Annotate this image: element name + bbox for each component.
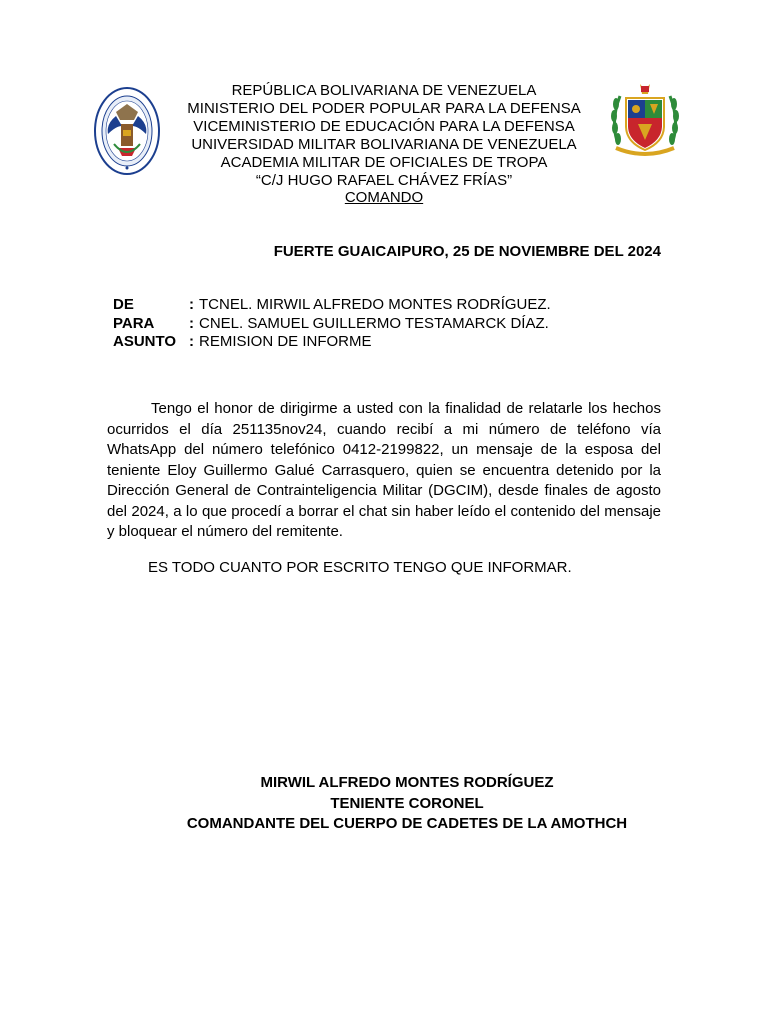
signer-name: MIRWIL ALFREDO MONTES RODRÍGUEZ xyxy=(260,774,554,791)
to-value: CNEL. SAMUEL GUILLERMO TESTAMARCK DÍAZ. xyxy=(199,314,549,332)
subject-label: ASUNTO xyxy=(113,333,177,350)
to-colon: : xyxy=(189,314,194,332)
header-viceministry: VICEMINISTERIO DE EDUCACIÓN PARA LA DEFENSA xyxy=(193,117,575,135)
memo-to-row xyxy=(113,315,551,334)
from-colon: : xyxy=(189,296,194,313)
university-seal-icon xyxy=(94,86,160,176)
signer-position: COMANDANTE DEL CUERPO DE CADETES DE LA AMOTHCH xyxy=(186,815,628,832)
memo-subject-row xyxy=(113,333,551,352)
header-academy-name: “C/J HUGO RAFAEL CHÁVEZ FRÍAS” xyxy=(255,171,513,189)
header-academy: ACADEMIA MILITAR DE OFICIALES DE TROPA xyxy=(220,153,548,171)
closing-statement: ES TODO CUANTO POR ESCRITO TENGO QUE INFORMAR. xyxy=(148,559,572,576)
letterhead xyxy=(170,82,598,207)
academy-coat-of-arms-icon xyxy=(608,82,682,160)
header-university: UNIVERSIDAD MILITAR BOLIVARIANA DE VENEZUELA xyxy=(191,135,577,153)
memo-header xyxy=(113,296,551,352)
signature-block xyxy=(107,773,707,835)
body-paragraph: Tengo el honor de dirigirme a usted con la finalidad de relatarle los hechos ocurridos el día 251135nov24, cuando recibí a mi número de teléfono vía WhatsApp del número telefónico 0412-2199822, un mensaje de la esposa del teniente Eloy Guillermo Galué Carrasquero, quien se encuentra detenido por la Dirección General de Contrainteligencia Militar (DGCIM), desde finales de agosto del 2024, a lo que procedí a borrar el chat sin haber leído el contenido del mensaje y bloquear el número del remitente. xyxy=(107,400,661,540)
header-ministry: MINISTERIO DEL PODER POPULAR PARA LA DEFENSA xyxy=(187,99,581,117)
header-country: REPÚBLICA BOLIVARIANA DE VENEZUELA xyxy=(231,82,537,99)
from-label: DE xyxy=(113,296,134,313)
signer-rank: TENIENTE CORONEL xyxy=(330,794,484,812)
from-value: TCNEL. MIRWIL ALFREDO MONTES RODRÍGUEZ. xyxy=(199,296,551,313)
header-office: COMANDO xyxy=(344,189,424,207)
subject-colon: : xyxy=(189,333,194,350)
to-label: PARA xyxy=(113,314,155,332)
memo-from-row xyxy=(113,296,551,315)
subject-value: REMISION DE INFORME xyxy=(199,333,372,350)
document-date: FUERTE GUAICAIPURO, 25 DE NOVIEMBRE DEL 2024 xyxy=(273,243,661,260)
